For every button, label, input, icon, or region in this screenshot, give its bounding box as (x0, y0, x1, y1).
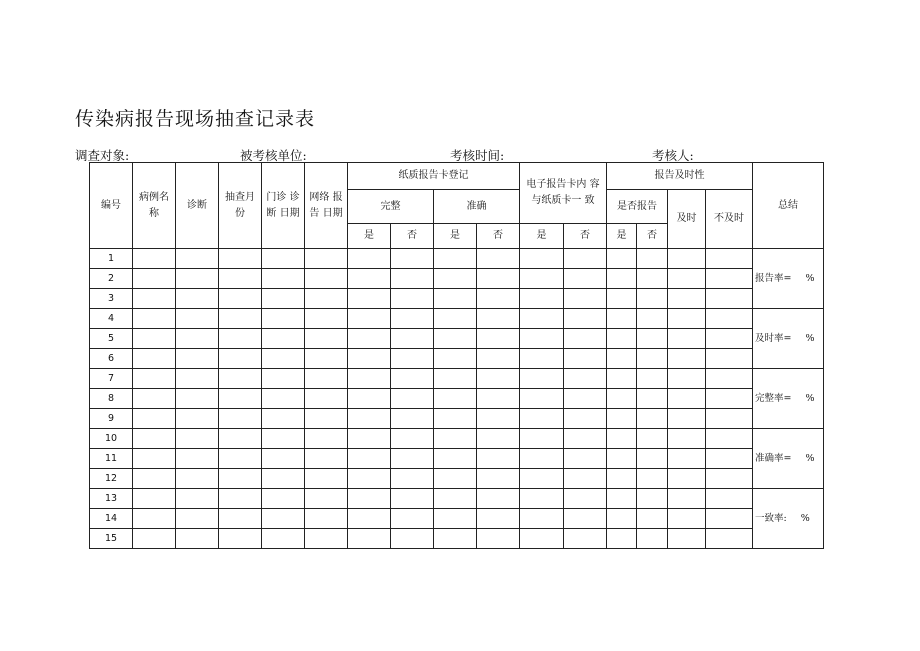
entry-cell[interactable] (607, 449, 637, 469)
row-number: 6 (90, 349, 133, 369)
entry-cell[interactable] (391, 389, 434, 409)
summary-label: 报告率= (755, 272, 792, 284)
entry-cell[interactable] (262, 249, 305, 269)
entry-cell[interactable] (477, 269, 520, 289)
entry-cell[interactable] (564, 489, 607, 509)
entry-cell[interactable] (219, 289, 262, 309)
entry-cell[interactable] (305, 409, 348, 429)
header-summary: 总结 (753, 163, 824, 249)
entry-cell[interactable] (607, 369, 637, 389)
entry-cell[interactable] (706, 409, 753, 429)
header-network-date: 网络 报告 日期 (305, 163, 348, 249)
entry-cell[interactable] (176, 369, 219, 389)
entry-cell[interactable] (391, 449, 434, 469)
entry-cell[interactable] (637, 449, 668, 469)
entry-cell[interactable] (219, 409, 262, 429)
entry-cell[interactable] (520, 329, 564, 349)
entry-cell[interactable] (668, 469, 706, 489)
entry-cell[interactable] (391, 409, 434, 429)
entry-cell[interactable] (520, 429, 564, 449)
entry-cell[interactable] (391, 249, 434, 269)
entry-cell[interactable] (262, 329, 305, 349)
entry-cell[interactable] (520, 489, 564, 509)
entry-cell[interactable] (305, 269, 348, 289)
entry-cell[interactable] (391, 469, 434, 489)
table-row (90, 509, 824, 529)
entry-cell[interactable] (520, 409, 564, 429)
entry-cell[interactable] (434, 469, 477, 489)
row-number: 2 (90, 269, 133, 289)
summary-unit: % (805, 332, 815, 344)
entry-cell[interactable] (564, 429, 607, 449)
entry-cell[interactable] (637, 509, 668, 529)
row-number: 3 (90, 289, 133, 309)
entry-cell[interactable] (133, 489, 176, 509)
entry-cell[interactable] (477, 489, 520, 509)
entry-cell[interactable] (434, 529, 477, 549)
entry-cell[interactable] (520, 249, 564, 269)
assessment-time-label: 考核时间: (450, 148, 505, 163)
entry-cell[interactable] (637, 529, 668, 549)
summary-label: 准确率= (755, 452, 792, 464)
entry-cell[interactable] (668, 309, 706, 329)
entry-cell[interactable] (434, 329, 477, 349)
header-clinic-date: 门诊 诊断 日期 (262, 163, 305, 249)
entry-cell[interactable] (176, 309, 219, 329)
entry-cell[interactable] (564, 369, 607, 389)
entry-cell[interactable] (176, 329, 219, 349)
row-number: 5 (90, 329, 133, 349)
summary-unit: % (805, 272, 815, 284)
entry-cell[interactable] (637, 329, 668, 349)
entry-cell[interactable] (219, 509, 262, 529)
header-sample-month: 抽查月份 (219, 163, 262, 249)
header-reported-no: 否 (637, 224, 668, 249)
entry-cell[interactable] (176, 429, 219, 449)
entry-cell[interactable] (219, 429, 262, 449)
entry-cell[interactable] (133, 509, 176, 529)
header-complete: 完整 (348, 190, 434, 224)
entry-cell[interactable] (564, 269, 607, 289)
entry-cell[interactable] (348, 329, 391, 349)
entry-cell[interactable] (668, 369, 706, 389)
entry-cell[interactable] (564, 529, 607, 549)
entry-cell[interactable] (637, 249, 668, 269)
entry-cell[interactable] (434, 509, 477, 529)
entry-cell[interactable] (176, 409, 219, 429)
entry-cell[interactable] (176, 489, 219, 509)
entry-cell[interactable] (305, 489, 348, 509)
row-number: 15 (90, 529, 133, 549)
summary-cell (753, 249, 824, 309)
entry-cell[interactable] (668, 529, 706, 549)
header-case-name: 病例名称 (133, 163, 176, 249)
entry-cell[interactable] (434, 269, 477, 289)
entry-cell[interactable] (219, 269, 262, 289)
entry-cell[interactable] (262, 449, 305, 469)
entry-cell[interactable] (564, 329, 607, 349)
entry-cell[interactable] (520, 529, 564, 549)
header-complete-no: 否 (391, 224, 434, 249)
header-timely: 及时 (668, 190, 706, 249)
entry-cell[interactable] (305, 509, 348, 529)
entry-cell[interactable] (219, 349, 262, 369)
entry-cell[interactable] (564, 389, 607, 409)
header-reported-yes: 是 (607, 224, 637, 249)
entry-cell[interactable] (219, 489, 262, 509)
entry-cell[interactable] (477, 249, 520, 269)
summary-cell (753, 309, 824, 369)
entry-cell[interactable] (477, 529, 520, 549)
entry-cell[interactable] (348, 409, 391, 429)
entry-cell[interactable] (219, 389, 262, 409)
entry-cell[interactable] (706, 349, 753, 369)
entry-cell[interactable] (564, 349, 607, 369)
entry-cell[interactable] (706, 469, 753, 489)
row-number: 7 (90, 369, 133, 389)
entry-cell[interactable] (668, 509, 706, 529)
table-row (90, 349, 824, 369)
entry-cell[interactable] (607, 249, 637, 269)
entry-cell[interactable] (391, 269, 434, 289)
summary-label: 完整率= (755, 392, 792, 404)
entry-cell[interactable] (668, 409, 706, 429)
row-number: 14 (90, 509, 133, 529)
table-row (90, 489, 824, 509)
entry-cell[interactable] (607, 329, 637, 349)
entry-cell[interactable] (434, 449, 477, 469)
entry-cell[interactable] (348, 349, 391, 369)
entry-cell[interactable] (348, 489, 391, 509)
entry-cell[interactable] (564, 449, 607, 469)
entry-cell[interactable] (262, 409, 305, 429)
entry-cell[interactable] (564, 509, 607, 529)
entry-cell[interactable] (668, 289, 706, 309)
entry-cell[interactable] (133, 409, 176, 429)
header-accurate: 准确 (434, 190, 520, 224)
entry-cell[interactable] (262, 369, 305, 389)
entry-cell[interactable] (477, 349, 520, 369)
entry-cell[interactable] (176, 389, 219, 409)
entry-cell[interactable] (706, 429, 753, 449)
entry-cell[interactable] (607, 509, 637, 529)
entry-cell[interactable] (305, 389, 348, 409)
row-number: 12 (90, 469, 133, 489)
entry-cell[interactable] (668, 249, 706, 269)
header-diagnosis: 诊断 (176, 163, 219, 249)
entry-cell[interactable] (564, 469, 607, 489)
entry-cell[interactable] (348, 249, 391, 269)
entry-cell[interactable] (477, 289, 520, 309)
entry-cell[interactable] (133, 469, 176, 489)
entry-cell[interactable] (305, 349, 348, 369)
entry-cell[interactable] (176, 529, 219, 549)
entry-cell[interactable] (305, 289, 348, 309)
inspection-table (89, 162, 824, 549)
summary-cell (753, 369, 824, 429)
entry-cell[interactable] (637, 369, 668, 389)
entry-cell[interactable] (262, 509, 305, 529)
entry-cell[interactable] (520, 349, 564, 369)
row-number: 10 (90, 429, 133, 449)
entry-cell[interactable] (348, 469, 391, 489)
entry-cell[interactable] (668, 329, 706, 349)
summary-label: 及时率= (755, 332, 792, 344)
entry-cell[interactable] (607, 289, 637, 309)
entry-cell[interactable] (133, 309, 176, 329)
entry-cell[interactable] (668, 389, 706, 409)
entry-cell[interactable] (305, 469, 348, 489)
entry-cell[interactable] (391, 289, 434, 309)
entry-cell[interactable] (219, 369, 262, 389)
entry-cell[interactable] (391, 349, 434, 369)
summary-unit: % (805, 452, 815, 464)
entry-cell[interactable] (219, 329, 262, 349)
entry-cell[interactable] (262, 429, 305, 449)
entry-cell[interactable] (520, 289, 564, 309)
table-row (90, 249, 824, 269)
header-electronic-no: 否 (564, 224, 607, 249)
table-row (90, 409, 824, 429)
table-row (90, 469, 824, 489)
entry-cell[interactable] (637, 349, 668, 369)
entry-cell[interactable] (219, 529, 262, 549)
row-number: 1 (90, 249, 133, 269)
entry-cell[interactable] (637, 429, 668, 449)
entry-cell[interactable] (176, 269, 219, 289)
entry-cell[interactable] (176, 289, 219, 309)
entry-cell[interactable] (607, 409, 637, 429)
entry-cell[interactable] (637, 409, 668, 429)
assessed-unit-label: 被考核单位: (240, 148, 307, 163)
entry-cell[interactable] (520, 509, 564, 529)
header-accurate-no: 否 (477, 224, 520, 249)
entry-cell[interactable] (434, 309, 477, 329)
entry-cell[interactable] (706, 509, 753, 529)
entry-cell[interactable] (520, 369, 564, 389)
entry-cell[interactable] (348, 509, 391, 529)
entry-cell[interactable] (434, 409, 477, 429)
header-electronic-match: 电子报告卡内 容与纸质卡一 致 (520, 163, 607, 224)
entry-cell[interactable] (133, 269, 176, 289)
entry-cell[interactable] (305, 369, 348, 389)
entry-cell[interactable] (262, 309, 305, 329)
form-title: 传染病报告现场抽查记录表 (75, 108, 316, 130)
row-number: 11 (90, 449, 133, 469)
entry-cell[interactable] (434, 429, 477, 449)
entry-cell[interactable] (176, 469, 219, 489)
entry-cell[interactable] (520, 449, 564, 469)
table-row (90, 529, 824, 549)
entry-cell[interactable] (133, 449, 176, 469)
entry-cell[interactable] (348, 369, 391, 389)
entry-cell[interactable] (391, 329, 434, 349)
entry-cell[interactable] (607, 489, 637, 509)
entry-cell[interactable] (607, 429, 637, 449)
entry-cell[interactable] (391, 489, 434, 509)
entry-cell[interactable] (262, 269, 305, 289)
entry-cell[interactable] (176, 349, 219, 369)
entry-cell[interactable] (434, 489, 477, 509)
entry-cell[interactable] (706, 309, 753, 329)
entry-cell[interactable] (477, 409, 520, 429)
header-electronic-yes: 是 (520, 224, 564, 249)
table-row (90, 429, 824, 449)
row-number: 4 (90, 309, 133, 329)
summary-cell (753, 489, 824, 549)
entry-cell[interactable] (520, 309, 564, 329)
summary-unit: % (805, 392, 815, 404)
header-paper-card: 纸质报告卡登记 (348, 163, 520, 190)
entry-cell[interactable] (564, 249, 607, 269)
entry-cell[interactable] (176, 249, 219, 269)
entry-cell[interactable] (477, 509, 520, 529)
entry-cell[interactable] (434, 369, 477, 389)
entry-cell[interactable] (391, 429, 434, 449)
entry-cell[interactable] (477, 469, 520, 489)
entry-cell[interactable] (477, 309, 520, 329)
entry-cell[interactable] (305, 449, 348, 469)
entry-cell[interactable] (477, 429, 520, 449)
entry-cell[interactable] (133, 329, 176, 349)
entry-cell[interactable] (133, 249, 176, 269)
entry-cell[interactable] (176, 449, 219, 469)
row-number: 8 (90, 389, 133, 409)
entry-cell[interactable] (607, 389, 637, 409)
row-number: 9 (90, 409, 133, 429)
summary-cell (753, 429, 824, 489)
entry-cell[interactable] (520, 389, 564, 409)
entry-cell[interactable] (607, 529, 637, 549)
entry-cell[interactable] (305, 529, 348, 549)
entry-cell[interactable] (637, 489, 668, 509)
entry-cell[interactable] (176, 509, 219, 529)
entry-cell[interactable] (477, 449, 520, 469)
entry-cell[interactable] (637, 269, 668, 289)
entry-cell[interactable] (348, 389, 391, 409)
entry-cell[interactable] (637, 309, 668, 329)
entry-cell[interactable] (607, 469, 637, 489)
entry-cell[interactable] (706, 529, 753, 549)
entry-cell[interactable] (262, 289, 305, 309)
entry-cell[interactable] (262, 349, 305, 369)
entry-cell[interactable] (391, 509, 434, 529)
entry-cell[interactable] (564, 289, 607, 309)
entry-cell[interactable] (348, 269, 391, 289)
header-complete-yes: 是 (348, 224, 391, 249)
entry-cell[interactable] (668, 489, 706, 509)
table-row (90, 449, 824, 469)
table-row (90, 389, 824, 409)
entry-cell[interactable] (477, 329, 520, 349)
entry-cell[interactable] (348, 429, 391, 449)
header-accurate-yes: 是 (434, 224, 477, 249)
entry-cell[interactable] (564, 409, 607, 429)
header-timeliness: 报告及时性 (607, 163, 753, 190)
entry-cell[interactable] (133, 429, 176, 449)
entry-cell[interactable] (668, 449, 706, 469)
entry-cell[interactable] (607, 269, 637, 289)
table-row (90, 329, 824, 349)
row-number: 13 (90, 489, 133, 509)
entry-cell[interactable] (348, 529, 391, 549)
header-reported: 是否报告 (607, 190, 668, 224)
entry-cell[interactable] (477, 369, 520, 389)
entry-cell[interactable] (520, 269, 564, 289)
entry-cell[interactable] (305, 429, 348, 449)
entry-cell[interactable] (706, 269, 753, 289)
entry-cell[interactable] (219, 469, 262, 489)
entry-cell[interactable] (637, 469, 668, 489)
entry-cell[interactable] (348, 309, 391, 329)
entry-cell[interactable] (305, 309, 348, 329)
entry-cell[interactable] (434, 389, 477, 409)
entry-cell[interactable] (133, 349, 176, 369)
summary-label: 一致率: (755, 512, 787, 524)
entry-cell[interactable] (133, 369, 176, 389)
entry-cell[interactable] (348, 289, 391, 309)
survey-target-label: 调查对象: (75, 148, 130, 163)
entry-cell[interactable] (668, 269, 706, 289)
entry-cell[interactable] (706, 389, 753, 409)
entry-cell[interactable] (668, 429, 706, 449)
entry-cell[interactable] (477, 389, 520, 409)
entry-cell[interactable] (262, 489, 305, 509)
table-row (90, 289, 824, 309)
entry-cell[interactable] (391, 369, 434, 389)
table-row (90, 269, 824, 289)
entry-cell[interactable] (305, 249, 348, 269)
entry-cell[interactable] (706, 329, 753, 349)
header-untimely: 不及时 (706, 190, 753, 249)
entry-cell[interactable] (607, 309, 637, 329)
entry-cell[interactable] (637, 289, 668, 309)
entry-cell[interactable] (219, 449, 262, 469)
entry-cell[interactable] (133, 529, 176, 549)
entry-cell[interactable] (305, 329, 348, 349)
entry-cell[interactable] (219, 309, 262, 329)
entry-cell[interactable] (706, 449, 753, 469)
entry-cell[interactable] (219, 249, 262, 269)
entry-cell[interactable] (706, 249, 753, 269)
entry-cell[interactable] (391, 529, 434, 549)
entry-cell[interactable] (434, 249, 477, 269)
entry-cell[interactable] (607, 349, 637, 369)
entry-cell[interactable] (706, 489, 753, 509)
entry-cell[interactable] (262, 469, 305, 489)
entry-cell[interactable] (706, 289, 753, 309)
entry-cell[interactable] (262, 529, 305, 549)
entry-cell[interactable] (668, 349, 706, 369)
summary-unit: % (800, 512, 810, 524)
entry-cell[interactable] (133, 289, 176, 309)
entry-cell[interactable] (348, 449, 391, 469)
entry-cell[interactable] (706, 369, 753, 389)
table-row (90, 309, 824, 329)
entry-cell[interactable] (637, 389, 668, 409)
entry-cell[interactable] (520, 469, 564, 489)
entry-cell[interactable] (434, 349, 477, 369)
entry-cell[interactable] (133, 389, 176, 409)
assessor-label: 考核人: (652, 148, 694, 163)
entry-cell[interactable] (564, 309, 607, 329)
table-row (90, 369, 824, 389)
header-serial: 编号 (90, 163, 133, 249)
entry-cell[interactable] (391, 309, 434, 329)
entry-cell[interactable] (262, 389, 305, 409)
entry-cell[interactable] (434, 289, 477, 309)
